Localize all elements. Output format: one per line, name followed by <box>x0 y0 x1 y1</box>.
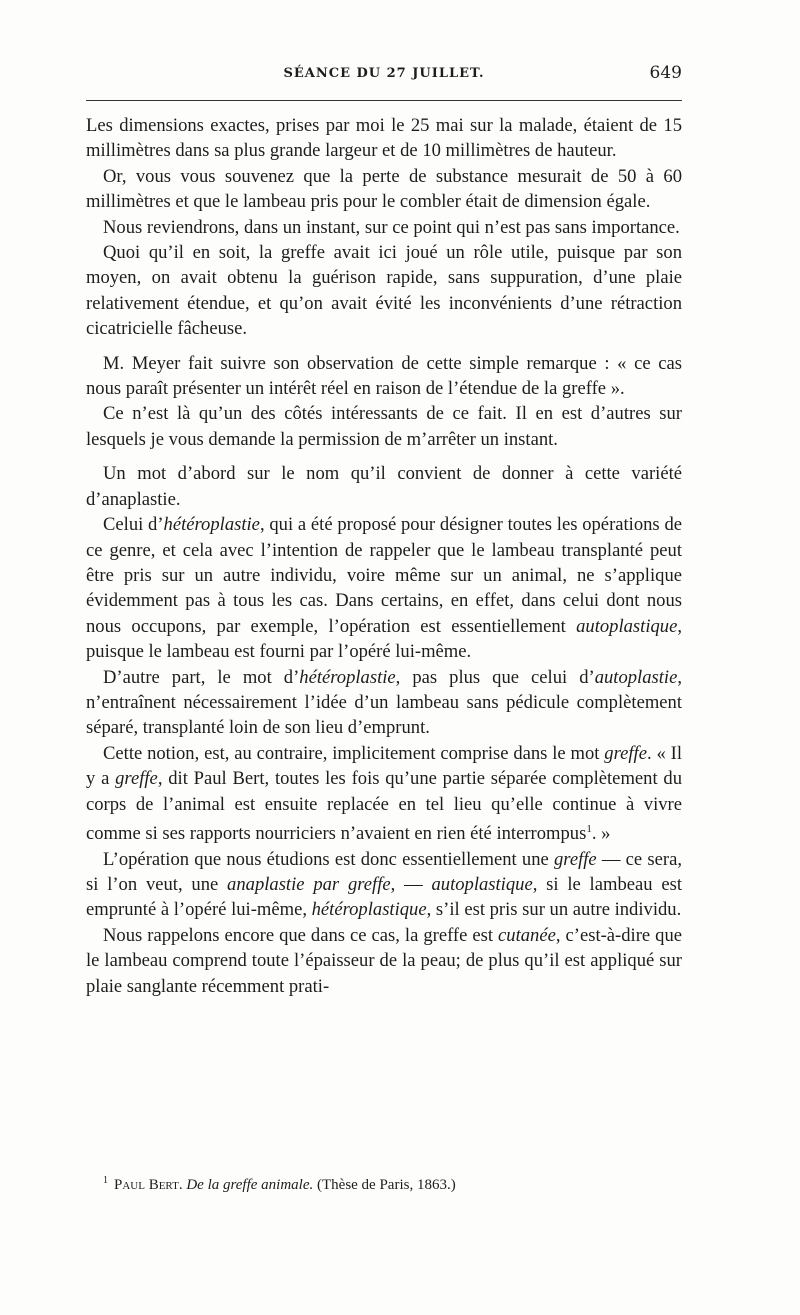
paragraph <box>86 847 682 923</box>
text-run: Un mot d’abord sur le nom qu’il convient de donner à cette variété d’anaplastie. <box>86 463 682 510</box>
body-text <box>86 113 682 999</box>
paragraph <box>86 113 682 164</box>
page-number: 649 <box>649 63 682 83</box>
text-run: , dit Paul Bert, toutes les fois qu’une partie séparée complètement du corps de l’animal est ensuite replacée en tel lieu qu’elle continue à vivre comme si ses rapports nourriciers n’avaient en rien été interrompus <box>86 768 682 845</box>
italic-term: greffe <box>115 768 158 790</box>
italic-term: hétéroplastique <box>311 899 427 921</box>
footnote-ref: 1 <box>586 822 592 835</box>
text-run: D’autre part, le mot d’ <box>103 666 300 688</box>
italic-term: autoplastie <box>594 666 678 688</box>
paragraph <box>86 741 682 847</box>
text-run: , — <box>390 873 432 895</box>
text-run: , puisque le lambeau est fourni par l’opéré lui-même. <box>86 615 682 663</box>
paragraph <box>86 923 682 999</box>
paragraph <box>86 461 682 512</box>
italic-term: cutanée <box>498 924 556 946</box>
paragraph <box>86 164 682 215</box>
text-run: Quoi qu’il en soit, la greffe avait ici joué un rôle utile, puisque par son moyen, on avait obtenu la guérison rapide, sans suppuration, d’une plaie relativement étendue, et qu’on avait évité les inconvénients d’une rétraction cicatricielle fâcheuse. <box>86 242 682 340</box>
text-run: — ce sera, si l’on veut, une <box>86 848 682 895</box>
footnote-mark: 1 <box>103 1175 108 1186</box>
paragraph <box>86 401 682 452</box>
paragraph <box>86 240 682 342</box>
text-run: , s’il est pris sur un autre individu. <box>426 899 682 921</box>
text-run: Ce n’est là qu’un des côtés intéressants de ce fait. Il en est d’autres sur lesquels je vous demande la permission de m’arrêter un instant. <box>86 403 682 450</box>
footnote-rest: (Thèse de Paris, 1863.) <box>317 1177 456 1193</box>
paragraph <box>86 512 682 664</box>
italic-term: hétéroplastie <box>299 666 396 688</box>
text-run: , qui a été proposé pour désigner toutes les opérations de ce genre, et cela avec l’intention de rappeler que le lambeau transplanté peut être pris sur un autre individu, voire même sur un animal, ne s’applique évidemment pas à tous les cas. Dans certains, en effet, dans celui dont nous nous occupons, par exemple, l’opération est essentiellement <box>86 514 682 637</box>
italic-term: autoplastique <box>576 615 678 637</box>
header-rule <box>86 100 682 101</box>
italic-term: hétéroplastie <box>163 514 260 536</box>
text-run: Nous reviendrons, dans un instant, sur ce point qui n’est pas sans importance. <box>103 216 680 238</box>
text-run: , n’entraînent nécessairement l’idée d’un lambeau sans pédicule complètement séparé, transplanté loin de son lieu d’emprunt. <box>86 666 682 739</box>
text-run: Nous rappelons encore que dans ce cas, la greffe est <box>103 924 499 946</box>
paragraph <box>86 215 682 240</box>
page-header <box>86 63 682 90</box>
italic-term: autoplastique <box>431 873 533 895</box>
text-run: M. Meyer fait suivre son observation de cette simple remarque : « ce cas nous paraît présenter un intérêt réel en raison de l’étendue de la greffe ». <box>86 352 682 400</box>
paragraph <box>86 351 682 402</box>
text-run: , c’est-à-dire que le lambeau comprend toute l’épaisseur de la peau; de plus qu’il est appliqué sur plaie sanglante récemment prati- <box>86 924 682 997</box>
text-run: . « Il y a <box>86 742 682 790</box>
text-run: Or, vous vous souvenez que la perte de substance mesurait de 50 à 60 millimètres et que le lambeau pris pour le combler était de dimension égale. <box>86 165 682 213</box>
text-run: . » <box>591 823 611 845</box>
text-run: L’opération que nous étudions est donc essentiellement une <box>103 848 554 870</box>
text-run: , si le lambeau est emprunté à l’opéré lui-même, <box>86 873 682 921</box>
footnote-author: Paul Bert. <box>114 1177 183 1193</box>
italic-term: greffe <box>553 848 597 870</box>
running-head: SÉANCE DU 27 JUILLET. <box>283 66 485 81</box>
paragraph <box>86 665 682 741</box>
text-run: Cette notion, est, au contraire, implicitement comprise dans le mot <box>103 742 605 764</box>
text-run: Les dimensions exactes, prises par moi le 25 mai sur la malade, étaient de 15 millimètres dans sa plus grande largeur et de 10 millimètres de hauteur. <box>86 115 682 162</box>
italic-term: greffe <box>604 742 647 764</box>
text-run: Celui d’ <box>103 514 164 536</box>
text-run: , pas plus que celui d’ <box>395 666 595 688</box>
footnote-title: De la greffe animale. <box>186 1177 314 1193</box>
italic-term: anaplastie par greffe <box>227 873 391 895</box>
footnote <box>103 1175 456 1194</box>
